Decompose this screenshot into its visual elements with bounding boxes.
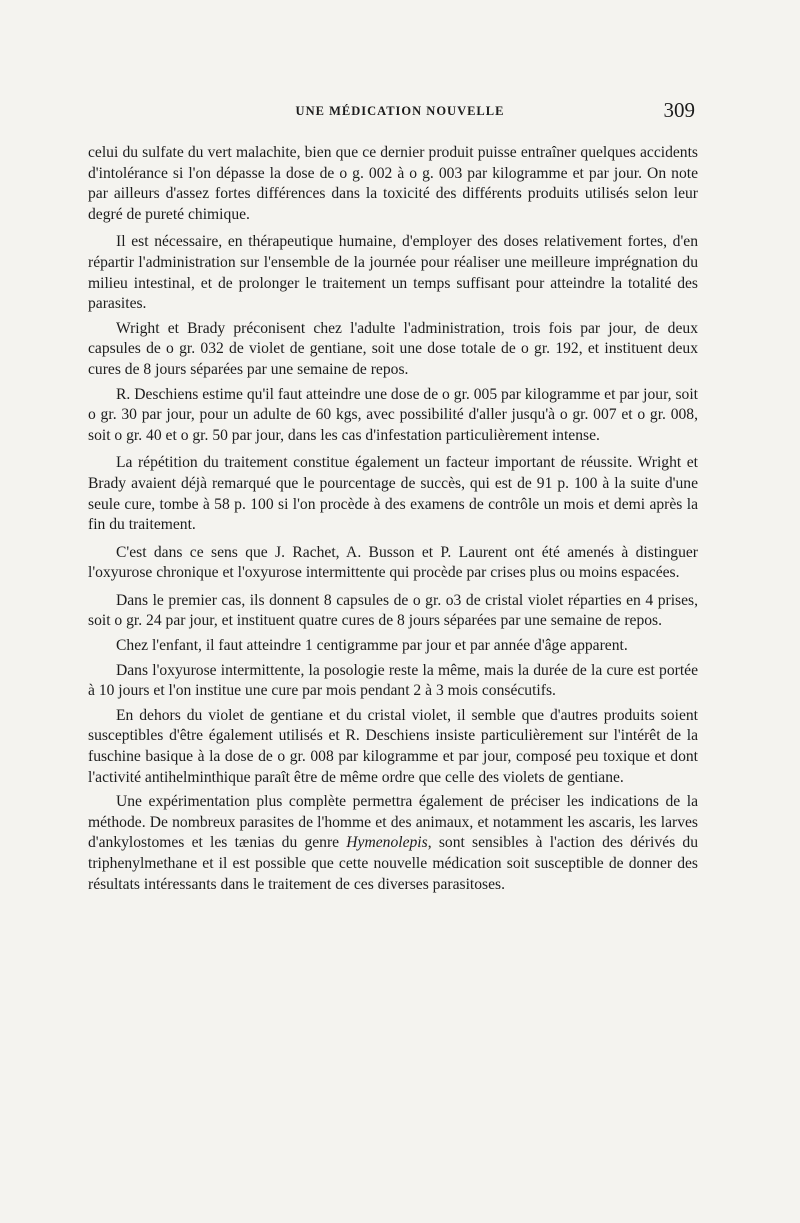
last-paragraph-text-end: , sont sensibles à l'action des dérivés du triphenylmethane et il est possible que cette nouvelle médication soit susceptible de donner des résultats intéressants dans le traitement de ces diverses parasitoses.	[88, 834, 698, 893]
paragraph: Wright et Brady préconisent chez l'adulte l'administration, trois fois par jour, de deux capsules de o gr. 032 de violet de gentiane, soit une dose totale de o gr. 192, et instituent deux cures de 8 jours séparées par une semaine de repos.	[88, 319, 698, 378]
paragraph: Dans l'oxyurose intermittente, la posologie reste la même, mais la durée de la cure est portée à 10 jours et l'on institue une cure par mois pendant 2 à 3 mois consécutifs.	[88, 661, 698, 700]
page-number: 309	[663, 98, 695, 122]
paragraph: Il est nécessaire, en thérapeutique humaine, d'employer des doses relativement fortes, d'en répartir l'administration sur l'ensemble de la journée pour réaliser une meilleure imprégnation du milieu intestinal, et de prolonger le traitement un temps suffisant pour atteindre la totalité des parasites.	[88, 233, 698, 313]
paragraph: La répétition du traitement constitue également un facteur important de réussite. Wright et Brady avaient déjà remarqué que le pourcentage de succès, qui est de 91 p. 100 à la suite d'une seule cure, tombe à 58 p. 100 si l'on procède à des examens de contrôle un mois et demi après la fin du traitement.	[88, 454, 698, 534]
paragraph: Chez l'enfant, il faut atteindre 1 centigramme par jour et par année d'âge apparent.	[116, 637, 628, 655]
paragraph-last	[88, 792, 698, 895]
paragraph: En dehors du violet de gentiane et du cristal violet, il semble que d'autres produits soient susceptibles d'être également utilisés et R. Deschiens insiste particulièrement sur l'intérêt de la fuschine basique à la dose de o gr. 008 par kilogramme et par jour, composé peu toxique et dont l'activité antihelminthique paraît être de même ordre que celle des violets de gentiane.	[88, 706, 698, 786]
paragraph: R. Deschiens estime qu'il faut atteindre une dose de o gr. 005 par kilogramme et par jour, soit o gr. 30 par jour, pour un adulte de 60 kgs, avec possibilité d'aller jusqu'à o gr. 007 et o gr. 008, soit o gr. 40 et o gr. 50 par jour, dans les cas d'infestation particulièrement intense.	[88, 385, 698, 444]
paragraph: Dans le premier cas, ils donnent 8 capsules de o gr. o3 de cristal violet réparties en 4 prises, soit o gr. 24 par jour, et instituent quatre cures de 8 jours séparées par une semaine de repos.	[88, 591, 698, 630]
running-title: UNE MÉDICATION NOUVELLE	[295, 104, 505, 118]
paragraph-continued: celui du sulfate du vert malachite, bien que ce dernier produit puisse entraîner quelques accidents d'intolérance si l'on dépasse la dose de o g. 002 à o g. 003 par kilogramme et par jour. On note par ailleurs d'assez fortes différences dans la toxicité des différents produits utilisés selon leur degré de pureté chimique.	[88, 144, 698, 223]
last-paragraph-text-start: Une expérimentation plus complète permettra également de préciser les indications de la méthode. De nombreux parasites de l'homme et des animaux, et notamment les ascaris, les larves d'ankylostomes et les tænias du genre	[88, 793, 698, 852]
genus-name: Hymenolepis	[346, 834, 428, 852]
body-text	[88, 143, 698, 899]
paragraph: C'est dans ce sens que J. Rachet, A. Busson et P. Laurent ont été amenés à distinguer l'oxyurose chronique et l'oxyurose intermittente qui procède par crises plus ou moins espacées.	[88, 543, 698, 582]
